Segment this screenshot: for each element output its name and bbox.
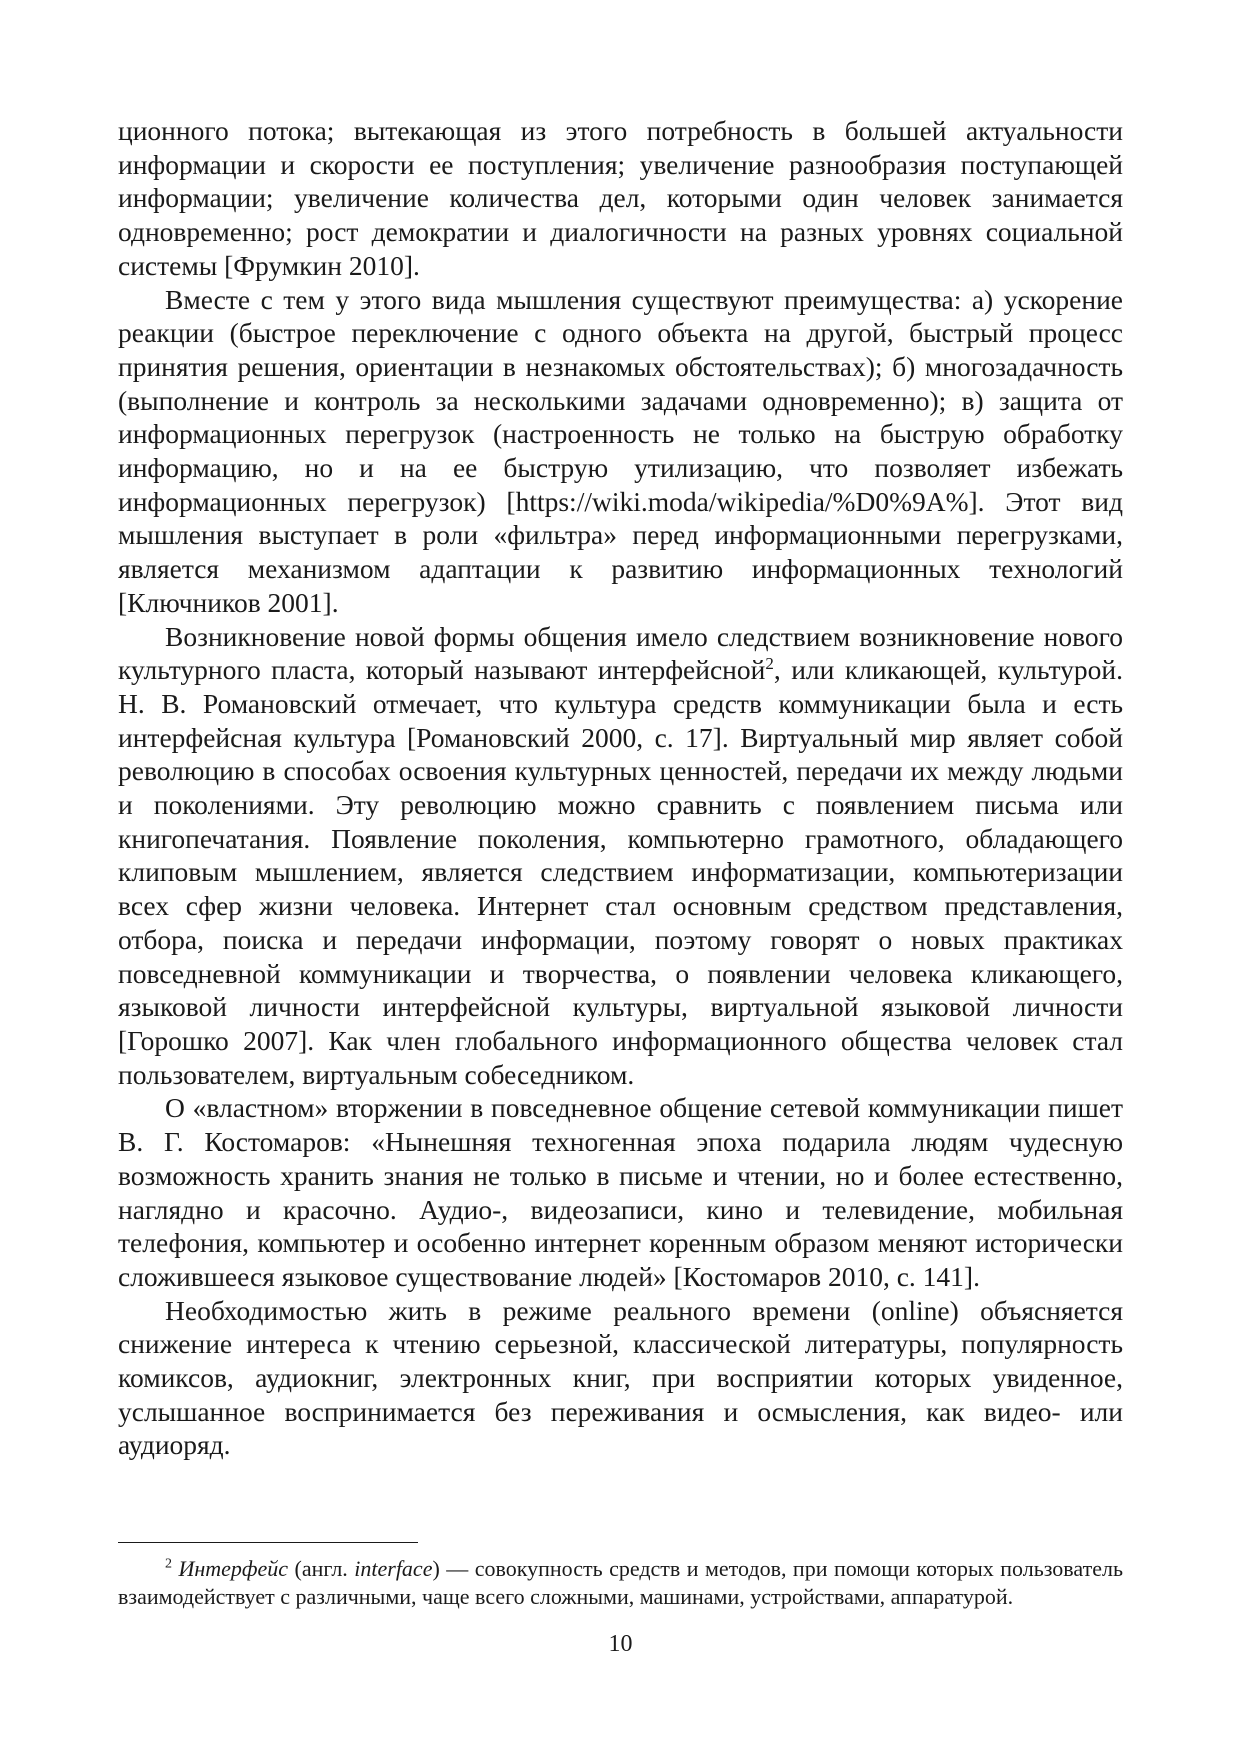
paragraph-3	[118, 620, 1123, 1092]
page-number: 10	[608, 1631, 633, 1657]
footnote	[118, 1555, 1123, 1611]
paragraph-2: Вместе с тем у этого вида мышления существуют преимущества: а) ускорение реакции (быстрое переключение с одного объекта на другой, быстрый процесс принятия решения, ориентации в незнакомых обстоятельствах); б) многозадачность (выполнение и контроль за несколькими задачами одновременно); в) защита от информационных перегрузок (настроенность не только на быструю обработку информацию, но и на ее быструю утилизацию, что позволяет избежать информационных перегрузок) [https://wiki.moda/wikipedia/%D0%9A%]. Этот вид мышления выступает в роли «фильтра» перед информационными перегрузками, является механизмом адаптации к развитию информационных технологий [Ключников 2001].	[118, 283, 1123, 618]
footnote-term: Интерфейс	[178, 1556, 289, 1581]
footnote-english-term: interface	[354, 1556, 433, 1581]
page-body	[118, 114, 1123, 1462]
paragraph-4: О «властном» вторжении в повседневное общение сетевой коммуникации пишет В. Г. Костомаров: «Нынешняя техногенная эпоха подарила людям чудесную возможность хранить знания не только в письме и чтении, но и более естественно, наглядно и красочно. Аудио-, видеозаписи, кино и телевидение, мобильная телефония, компьютер и особенно интернет коренным образом меняют исторически сложившееся языковое существование людей» [Костомаров 2010, с. 141].	[118, 1092, 1123, 1292]
footnote-lang-prefix: (англ.	[288, 1556, 355, 1581]
paragraph-1: ционного потока; вытекающая из этого потребность в большей актуальности информации и скорости ее поступления; увеличение разнообразия поступающей информации; увеличение количества дел, которыми один человек занимается одновременно; рост демократии и диалогичности на разных уровнях социальной системы [Фрумкин 2010].	[118, 115, 1123, 281]
paragraph-3-text-before: Возникновение новой формы общения имело следствием возникновение нового культурного пласта, который называют интерфейсной	[118, 620, 1123, 686]
paragraph-3-text-after: , или кликающей, культурой. Н. В. Романовский отмечает, что культура средств коммуникации была и есть интерфейсная культура [Романовский 2000, с. 17]. Виртуальный мир являет собой революцию в способах освоения культурных ценностей, передачи их между людьми и поколениями. Эту революцию можно сравнить с появлением письма или книгопечатания. Появление поколения, компьютерно грамотного, обладающего клиповым мышлением, является следствием информатизации, компьютеризации всех сфер жизни человека. Интернет стал основным средством представления, отбора, поиска и передачи информации, поэтому говорят о новых практиках повседневной коммуникации и творчества, о появлении человека кликающего, языковой личности интерфейсной культуры, виртуальной языковой личности [Горошко 2007]. Как член глобального информационного общества человек стал пользователем, виртуальным собеседником.	[118, 654, 1123, 1090]
footnote-divider	[118, 1542, 418, 1543]
footnote-definition: ) — совокупность средств и методов, при помощи которых пользователь взаимодействует с различными, чаще всего сложными, машинами, устройствами, аппаратурой.	[118, 1556, 1123, 1609]
footnote-number: 2	[165, 1556, 172, 1572]
footnote-reference[interactable]: 2	[765, 654, 774, 674]
paragraph-5: Необходимостью жить в режиме реального времени (online) объясняется снижение интереса к чтению серьезной, классической литературы, популярность комиксов, аудиокниг, электронных книг, при восприятии которых увиденное, услышанное воспринимается без переживания и осмысления, как видео- или аудиоряд.	[118, 1294, 1123, 1461]
